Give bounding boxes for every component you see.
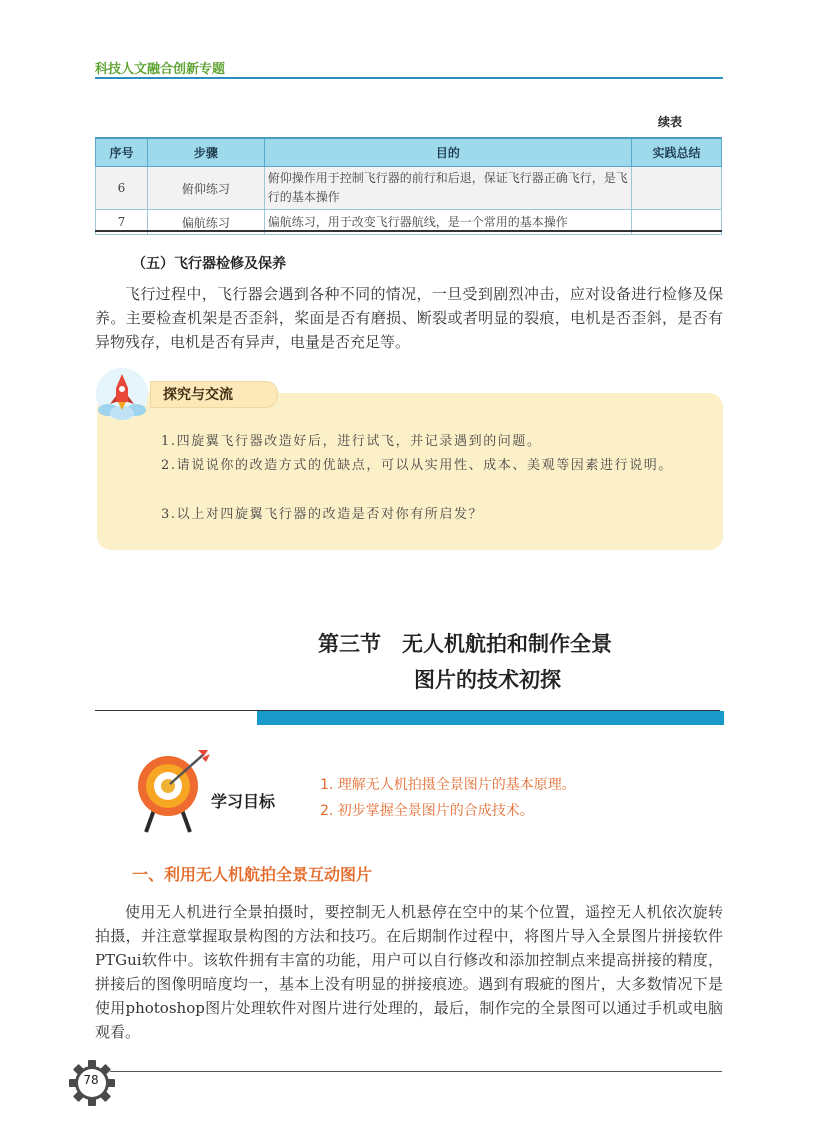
part1-heading: 一、利用无人机航拍全景互动图片 bbox=[132, 865, 373, 884]
table-bottom-rule bbox=[95, 230, 722, 232]
section-title-line1: 第三节 无人机航拍和制作全景 bbox=[318, 631, 612, 656]
explore-item-1: 1.四旋翼飞行器改造好后，进行试飞，并记录遇到的问题。 bbox=[161, 434, 542, 449]
table-header-row bbox=[96, 138, 722, 167]
table-continued-label: 续表 bbox=[658, 115, 683, 129]
col-header-step: 步骤 bbox=[147, 138, 264, 167]
col-header-summary: 实践总结 bbox=[632, 138, 722, 167]
cell-step: 偏航练习 bbox=[147, 210, 264, 235]
section-title-line2: 图片的技术初探 bbox=[414, 667, 561, 692]
explore-item-3: 3.以上对四旋翼飞行器的改造是否对你有所启发？ bbox=[161, 507, 484, 522]
explore-label: 探究与交流 bbox=[163, 387, 233, 403]
rocket-icon bbox=[92, 366, 152, 424]
col-header-no: 序号 bbox=[96, 138, 148, 167]
cell-summary bbox=[632, 167, 722, 210]
steps-table bbox=[95, 137, 722, 235]
table-row bbox=[96, 167, 722, 210]
col-header-purpose: 目的 bbox=[264, 138, 631, 167]
section-title-bar bbox=[257, 711, 724, 725]
header-divider bbox=[95, 77, 723, 79]
cell-purpose: 偏航练习，用于改变飞行器航线，是一个常用的基本操作 bbox=[264, 210, 631, 235]
cell-step: 俯仰练习 bbox=[147, 167, 264, 210]
target-icon bbox=[132, 748, 212, 834]
header-title: 科技人文融合创新专题 bbox=[95, 62, 226, 77]
section5-heading: （五）飞行器检修及保养 bbox=[132, 256, 286, 272]
goals-label: 学习目标 bbox=[211, 792, 276, 811]
page-number: 78 bbox=[83, 1073, 99, 1087]
cell-purpose: 俯仰操作用于控制飞行器的前行和后退，保证飞行器正确飞行，是飞行的基本操作 bbox=[264, 167, 631, 210]
goal-item-1: 1. 理解无人机拍摄全景图片的基本原理。 bbox=[320, 777, 576, 793]
footer-rule bbox=[110, 1071, 722, 1072]
cell-no: 7 bbox=[96, 210, 148, 235]
goal-item-2: 2. 初步掌握全景图片的合成技术。 bbox=[320, 803, 534, 819]
section5-paragraph: 飞行过程中，飞行器会遇到各种不同的情况，一旦受到剧烈冲击，应对设备进行检修及保养。主要检查机架是否歪斜，桨面是否有磨损、断裂或者明显的裂痕，电机是否歪斜，是否有异物残存，电机是否有异声，电量是否充足等。 bbox=[95, 285, 723, 351]
part1-paragraph: 使用无人机进行全景拍摄时，要控制无人机悬停在空中的某个位置，遥控无人机依次旋转拍摄，并注意掌握取景构图的方法和技巧。在后期制作过程中，将图片导入全景图片拼接软件PTGui软件中。该软件拥有丰富的功能，用户可以自行修改和添加控制点来提高拼接的精度，拼接后的图像明暗度均一，基本上没有明显的拼接痕迹。遇到有瑕疵的图片，大多数情况下是使用photoshop图片处理软件对图片进行处理的，最后，制作完的全景图可以通过手机或电脑观看。 bbox=[95, 903, 723, 1041]
explore-item-2: 2.请说说你的改造方式的优缺点，可以从实用性、成本、美观等因素进行说明。 bbox=[161, 458, 674, 473]
cell-no: 6 bbox=[96, 167, 148, 210]
